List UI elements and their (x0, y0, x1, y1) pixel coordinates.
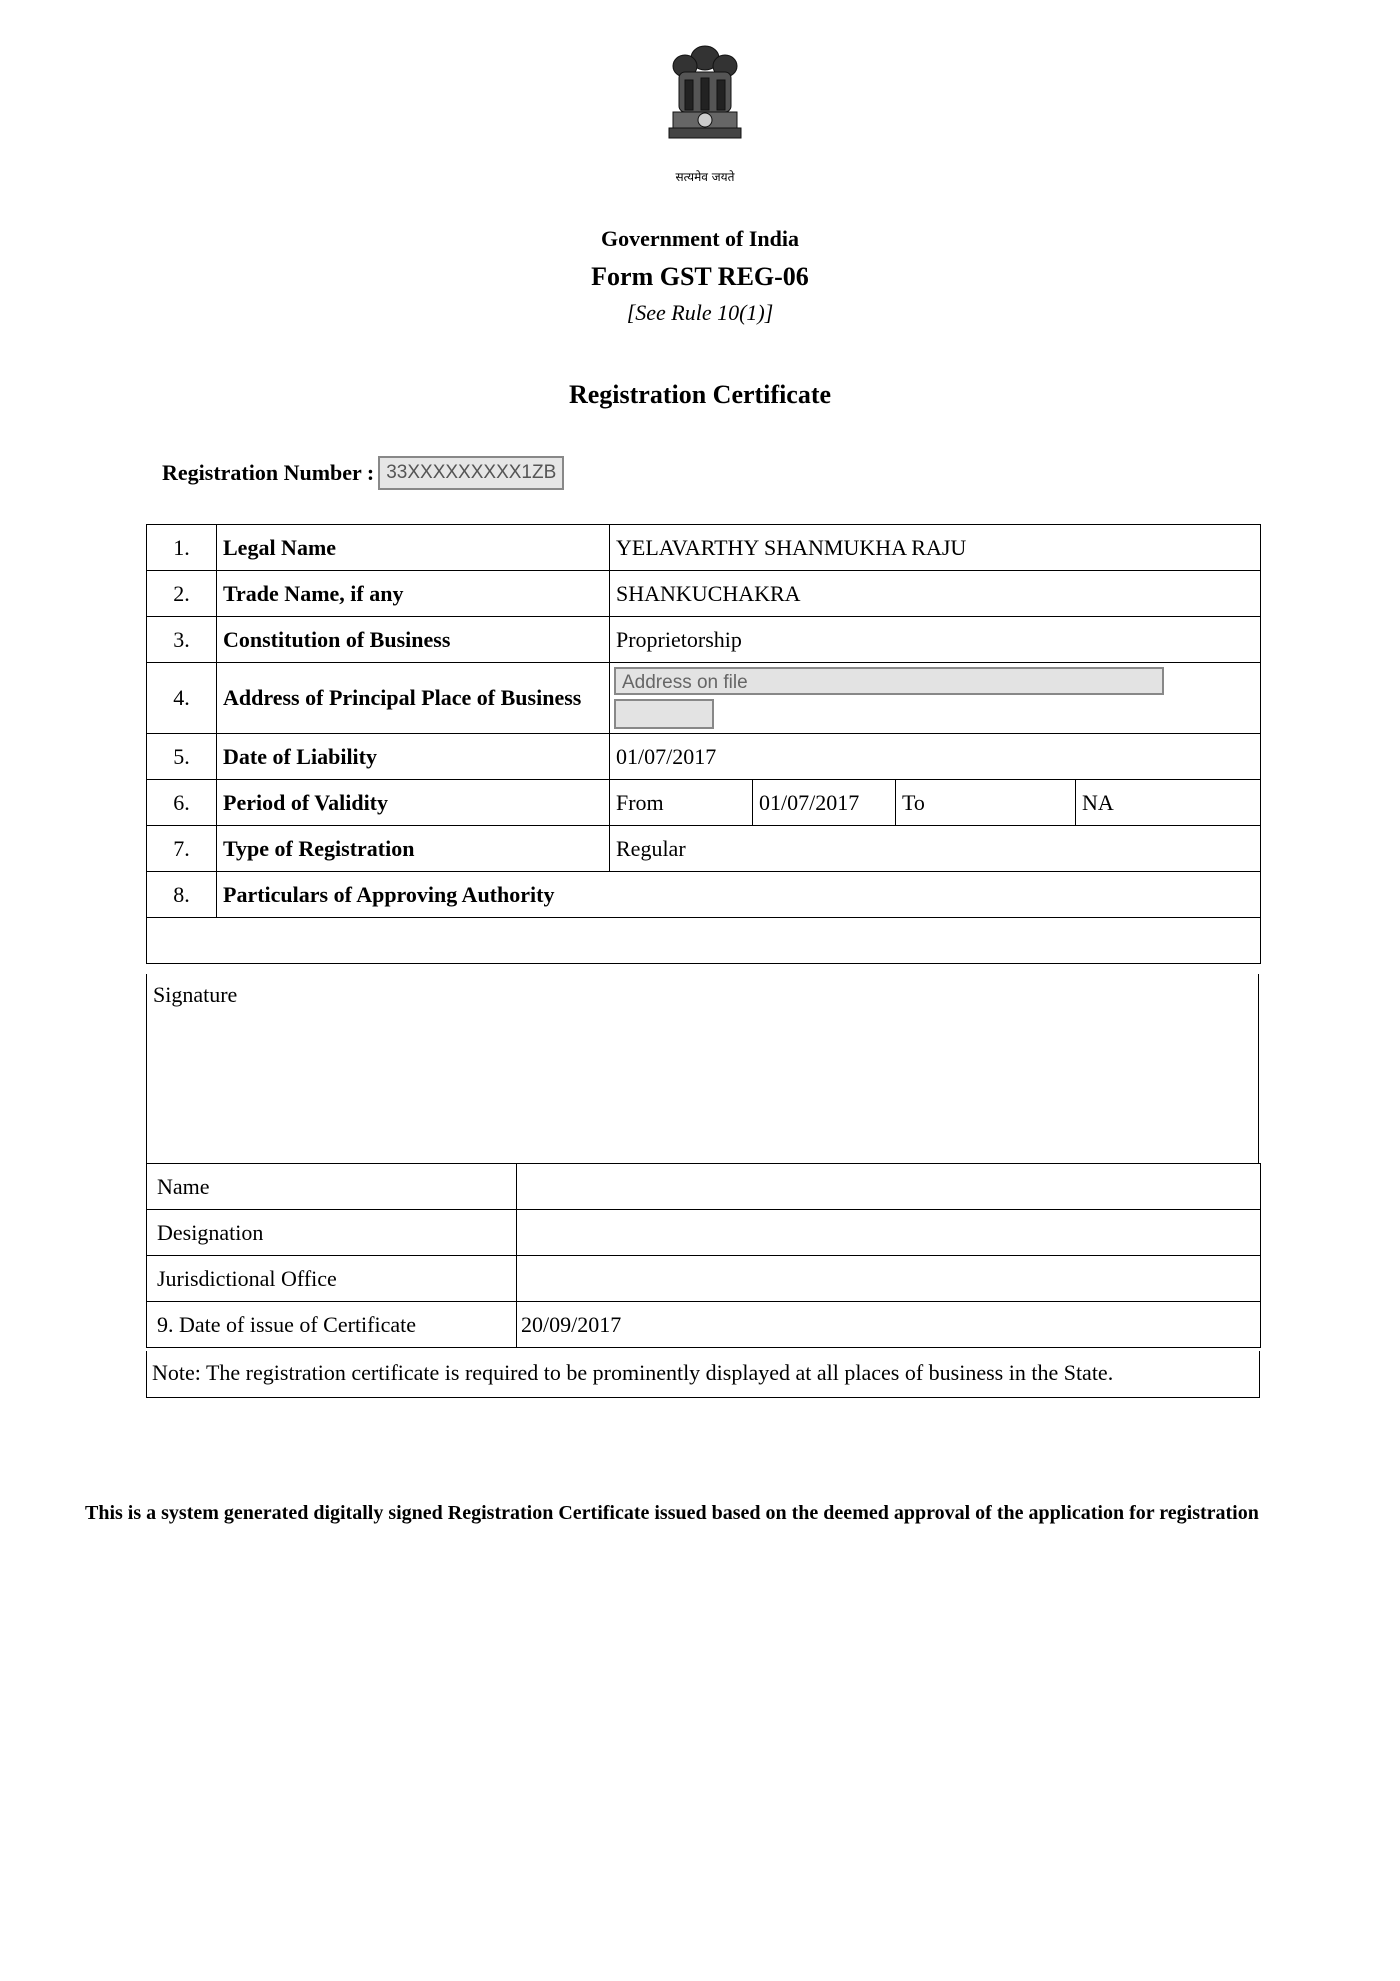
empty-row (147, 918, 1261, 964)
designation-label: Designation (147, 1210, 517, 1256)
display-note: Note: The registration certificate is required to be prominently displayed at all places of business in the State. (146, 1351, 1260, 1398)
row-number: 1. (147, 525, 217, 571)
government-heading: Government of India (601, 226, 799, 251)
jurisdictional-office-label: Jurisdictional Office (147, 1256, 517, 1302)
row-number: 2. (147, 571, 217, 617)
table-row (147, 1210, 1261, 1256)
certificate-title: Registration Certificate (568, 380, 832, 409)
signature-area (146, 974, 1259, 1163)
row-number: 6. (147, 780, 217, 826)
address-redaction-box: Address on file (614, 667, 1164, 695)
address-redaction-box-small (614, 699, 714, 729)
table-row (147, 1302, 1261, 1348)
authority-name-value (517, 1164, 1261, 1210)
designation-value (517, 1210, 1261, 1256)
validity-to-label: To (896, 780, 1076, 826)
constitution-value: Proprietorship (610, 617, 1261, 663)
legal-name-value: YELAVARTHY SHANMUKHA RAJU (610, 525, 1261, 571)
issue-date-value: 20/09/2017 (517, 1302, 1261, 1348)
trade-name-value: SHANKUCHAKRA (610, 571, 1261, 617)
registration-number-label: Registration Number : (162, 460, 375, 485)
table-row (147, 734, 1261, 780)
row-number: 4. (147, 663, 217, 734)
table-row (147, 780, 1261, 826)
table-row (147, 872, 1261, 918)
row-label: Legal Name (217, 525, 610, 571)
table-row (147, 617, 1261, 663)
row-number: 8. (147, 872, 217, 918)
system-generated-footer: This is a system generated digitally signed Registration Certificate issued based on the deemed approval of the application for registration (85, 1502, 1259, 1524)
row-label: Date of Liability (217, 734, 610, 780)
table-row (147, 571, 1261, 617)
signature-label: Signature (153, 982, 238, 1007)
authority-table (146, 1163, 1261, 1348)
table-row (147, 663, 1261, 734)
table-row (147, 1256, 1261, 1302)
form-title: Form GST REG-06 (591, 262, 809, 291)
row-number: 7. (147, 826, 217, 872)
registration-number-line (162, 456, 564, 490)
table-row (147, 918, 1261, 964)
liability-date-value: 01/07/2017 (610, 734, 1261, 780)
table-row (147, 826, 1261, 872)
validity-from-value: 01/07/2017 (753, 780, 896, 826)
row-label: Constitution of Business (217, 617, 610, 663)
row-label: Period of Validity (217, 780, 610, 826)
table-row (147, 1164, 1261, 1210)
registration-type-value: Regular (610, 826, 1261, 872)
row-number: 5. (147, 734, 217, 780)
row-label: Address of Principal Place of Business (217, 663, 610, 734)
row-label: Particulars of Approving Authority (217, 872, 1261, 918)
registration-number-value: 33XXXXXXXXX1ZB (378, 456, 564, 490)
address-cell (610, 663, 1261, 734)
row-label: Trade Name, if any (217, 571, 610, 617)
table-row (147, 525, 1261, 571)
row-number: 3. (147, 617, 217, 663)
jurisdictional-office-value (517, 1256, 1261, 1302)
certificate-details-table (146, 524, 1261, 964)
rule-reference: [See Rule 10(1)] (626, 300, 774, 325)
emblem-motto: सत्यमेव जयते (675, 170, 735, 184)
validity-from-label: From (610, 780, 753, 826)
row-label: Type of Registration (217, 826, 610, 872)
issue-date-label: 9. Date of issue of Certificate (147, 1302, 517, 1348)
validity-to-value: NA (1076, 780, 1261, 826)
authority-name-label: Name (147, 1164, 517, 1210)
